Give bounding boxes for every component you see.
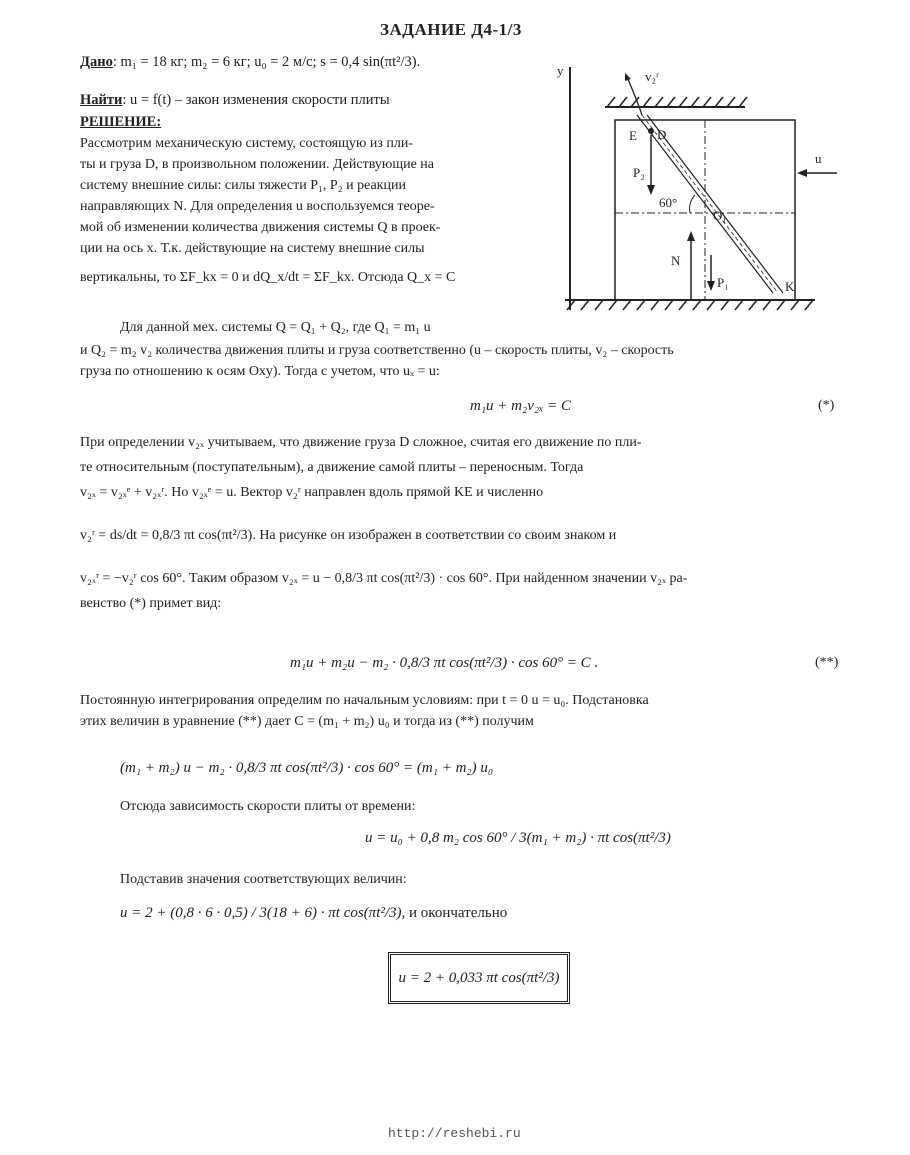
footer-url[interactable]: http://reshebi.ru: [388, 1126, 521, 1141]
para3-line: v₂ₓ = v₂ₓᵉ + v₂ₓʳ. Но v₂ₓᵉ = u. Вектор v₂ʳ направлен вдоль прямой KE и численно: [80, 485, 544, 500]
v2-arrowhead: [625, 73, 631, 81]
para3-line: венство (*) примет вид:: [80, 596, 222, 611]
label-n: N: [671, 253, 681, 268]
substitution-line: Подставив значения соответствующих величин:: [120, 872, 407, 887]
n-arrowhead: [687, 231, 695, 241]
equation-1-number: (*): [818, 398, 835, 413]
y-axis-label: y: [557, 63, 564, 78]
para1-line: Рассмотрим механическую систему, состоящую из пли-: [80, 136, 414, 151]
paragraph-1: [80, 133, 520, 288]
label-p1: P₁: [717, 275, 729, 290]
u-arrowhead: [797, 169, 807, 177]
angle-arc: [690, 195, 695, 213]
label-angle: 60°: [659, 195, 678, 210]
find-text: : u = f(t) – закон изменения скорости плиты: [122, 92, 390, 108]
find-line: [80, 90, 390, 110]
p1-arrowhead: [707, 281, 715, 291]
equation-5: [120, 905, 507, 922]
given-text: : m₁ = 18 кг; m₂ = 6 кг; u₀ = 2 м/с; s = 0,4 sin(πt²/3).: [112, 54, 421, 70]
point-d: [648, 128, 654, 134]
solution-label: РЕШЕНИЕ:: [80, 114, 162, 130]
equation-4: u = u₀ + 0,8 m₂ cos 60° / 3(m₁ + m₂) · πt cos(πt²/3): [365, 830, 671, 846]
equation-2-number: (**): [815, 655, 839, 670]
v2-arrow: [627, 77, 642, 115]
para1-line: мой об изменении количества движения системы Q в проек-: [80, 220, 441, 235]
top-hatching: [607, 97, 747, 107]
find-label: Найти: [80, 92, 123, 108]
answer-formula: u = 2 + 0,033 πt cos(πt²/3): [398, 969, 560, 986]
label-o1: O₁: [713, 208, 727, 223]
page-title: ЗАДАНИЕ Д4-1/3: [380, 20, 522, 39]
label-k: K: [785, 279, 795, 294]
v2-label: v₂ʳ: [645, 69, 659, 84]
given-line: [80, 52, 420, 72]
para1-line: вертикальны, то ΣF_kx = 0 и dQ_x/dt = ΣF_kx. Отсюда Q_x = C: [80, 270, 456, 285]
label-u: u: [815, 151, 822, 166]
para2-line: груза по отношению к осям Oxy). Тогда с учетом, что uₓ = u:: [80, 364, 440, 379]
equation-2: m₁u + m₂u − m₂ · 0,8/3 πt cos(πt²/3) · cos 60° = C .: [290, 655, 599, 671]
bottom-hatching: [567, 300, 813, 310]
para3-line: v₂ʳ = ds/dt = 0,8/3 πt cos(πt²/3). На рисунке он изображен в соответствии со своим знаком и: [80, 528, 617, 543]
para3-line: v₂ₓʳ = −v₂ʳ cos 60°. Таким образом v₂ₓ = u − 0,8/3 πt cos(πt²/3) · cos 60°. При найденном значении v₂ₓ ра-: [80, 571, 688, 586]
label-e: E: [629, 128, 637, 143]
given-label: Дано: [80, 54, 113, 70]
para1-line: ты и груза D, в произвольном положении. Действующие на: [80, 157, 435, 172]
answer-box: [388, 952, 570, 1004]
label-p2: P₂: [633, 165, 645, 180]
equation-1: m₁u + m₂v₂ₓ = C: [470, 398, 571, 414]
dependency-line: Отсюда зависимость скорости плиты от времени:: [120, 799, 416, 814]
para3-line: При определении v₂ₓ учитываем, что движение груза D сложное, считая его движение по пли-: [80, 435, 642, 450]
paragraph-4: [80, 690, 840, 732]
para3-line: те относительным (поступательным), а движение самой плиты – переносным. Тогда: [80, 460, 584, 475]
para4-line: Постоянную интегрирования определим по начальным условиям: при t = 0 u = u₀. Подстановка: [80, 693, 649, 708]
para4-line: этих величин в уравнение (**) дает C = (m₁ + m₂) u₀ и тогда из (**) получим: [80, 714, 534, 729]
equation-5-expression: u = 2 + (0,8 · 6 · 0,5) / 3(18 + 6) · πt cos(πt²/3): [120, 905, 402, 921]
para2-line: и Q₂ = m₂ v₂ количества движения плиты и груза соответственно (u – скорость плиты, v₂ – скорость: [80, 343, 674, 358]
p2-arrowhead: [647, 185, 655, 195]
para1-line: ции на ось x. Т.к. действующие на систему внешние силы: [80, 241, 425, 256]
para1-line: направляющих N. Для определения u воспользуемся теоре-: [80, 199, 435, 214]
para2-line-1: Для данной мех. системы Q = Q₁ + Q₂, где Q₁ = m₁ u: [120, 320, 431, 335]
mechanism-figure: [545, 55, 845, 330]
label-d: D: [657, 127, 667, 142]
equation-5-suffix: , и окончательно: [401, 905, 508, 921]
para1-line: систему внешние силы: силы тяжести P₁, P₂ и реакции: [80, 178, 406, 193]
equation-3: (m₁ + m₂) u − m₂ · 0,8/3 πt cos(πt²/3) · cos 60° = (m₁ + m₂) u₀: [120, 760, 494, 776]
paragraph-2: [80, 340, 840, 382]
paragraph-3: [80, 430, 840, 616]
